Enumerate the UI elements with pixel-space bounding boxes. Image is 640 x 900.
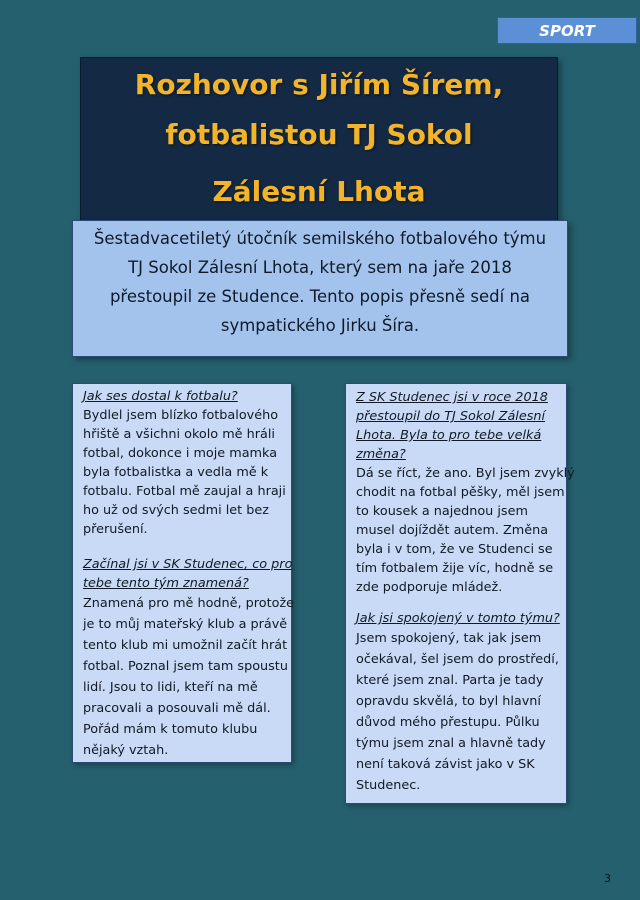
answer-text: které jsem znal. Parta je tady bbox=[356, 673, 544, 688]
question-text: tebe tento tým znamená? bbox=[83, 576, 249, 591]
answer-text: fotbal. Poznal jsem tam spoustu bbox=[83, 659, 288, 674]
answer-text: Dá se říct, že ano. Byl jsem zvyklý bbox=[356, 466, 575, 481]
intro-line: Šestadvacetiletý útočník semilského fotbalového týmu bbox=[93, 229, 547, 248]
answer-text: to kousek a najednou jsem bbox=[356, 504, 528, 519]
question-text: Jak jsi spokojený v tomto týmu? bbox=[356, 611, 560, 626]
intro-box bbox=[72, 220, 568, 357]
question-text: Lhota. Byla to pro tebe velká bbox=[356, 428, 542, 443]
answer-text: zde podporuje mládež. bbox=[356, 580, 503, 595]
answer-text: přerušení. bbox=[83, 522, 148, 537]
answer-text: je to můj mateřský klub a právě bbox=[83, 617, 288, 632]
section-tag: SPORT bbox=[497, 17, 637, 44]
intro-line: TJ Sokol Zálesní Lhota, který sem na jaře 2018 bbox=[128, 258, 512, 277]
answer-text: chodit na fotbal pěšky, měl jsem bbox=[356, 485, 565, 500]
answer-text: Studenec. bbox=[356, 778, 421, 793]
question-text: Začínal jsi v SK Studenec, co pro bbox=[83, 557, 293, 572]
answer-text: ho už od svých sedmi let bez bbox=[83, 503, 269, 518]
answer-text: fotbal, dokonce i moje mamka bbox=[83, 446, 278, 461]
answer-text: musel dojíždět autem. Změna bbox=[356, 523, 549, 538]
article-title-line: fotbalistou TJ Sokol bbox=[165, 118, 473, 151]
interview-column-left bbox=[72, 383, 295, 763]
answer-text: hřiště a všichni okolo mě hráli bbox=[83, 427, 275, 442]
answer-text: byla fotbalistka a vedla mě k bbox=[83, 465, 269, 480]
question-text: Jak ses dostal k fotbalu? bbox=[83, 389, 238, 404]
question-text: změna? bbox=[356, 447, 406, 462]
answer-text: opravdu skvělá, to byl hlavní bbox=[356, 694, 541, 709]
question-text: přestoupil do TJ Sokol Zálesní bbox=[356, 409, 546, 424]
answer-text: tento klub mi umožnil začít hrát bbox=[83, 638, 288, 653]
answer-text: očekával, šel jsem do prostředí, bbox=[356, 652, 559, 667]
answer-text: byla i v tom, že ve Studenci se bbox=[356, 542, 553, 557]
interview-column-right bbox=[345, 383, 575, 804]
answer-text: pracovali a posouvali mě dál. bbox=[83, 701, 271, 716]
answer-text: týmu jsem znal a hlavně tady bbox=[356, 736, 546, 751]
answer-text: důvod mého přestupu. Půlku bbox=[356, 715, 540, 730]
answer-text: nějaký vztah. bbox=[83, 743, 169, 758]
answer-text: lidí. Jsou to lidi, kteří na mě bbox=[83, 680, 258, 695]
page-number: 3 bbox=[604, 872, 611, 885]
answer-text: Jsem spokojený, tak jak jsem bbox=[356, 631, 542, 646]
article-title-box bbox=[80, 57, 558, 233]
answer-text: Znamená pro mě hodně, protože bbox=[83, 596, 295, 611]
question-text: Z SK Studenec jsi v roce 2018 bbox=[356, 390, 548, 405]
intro-line: sympatického Jirku Šíra. bbox=[220, 316, 420, 335]
answer-text: tím fotbalem žije víc, hodně se bbox=[356, 561, 554, 576]
intro-line: přestoupil ze Studence. Tento popis přesně sedí na bbox=[109, 287, 531, 306]
answer-text: fotbalu. Fotbal mě zaujal a hraji bbox=[83, 484, 286, 499]
answer-text: není taková závist jako v SK bbox=[356, 757, 535, 772]
article-title-line: Rozhovor s Jiřím Šírem, bbox=[134, 68, 504, 101]
answer-text: Pořád mám k tomuto klubu bbox=[83, 722, 258, 737]
article-title-line: Zálesní Lhota bbox=[212, 175, 426, 208]
answer-text: Bydlel jsem blízko fotbalového bbox=[83, 408, 279, 423]
